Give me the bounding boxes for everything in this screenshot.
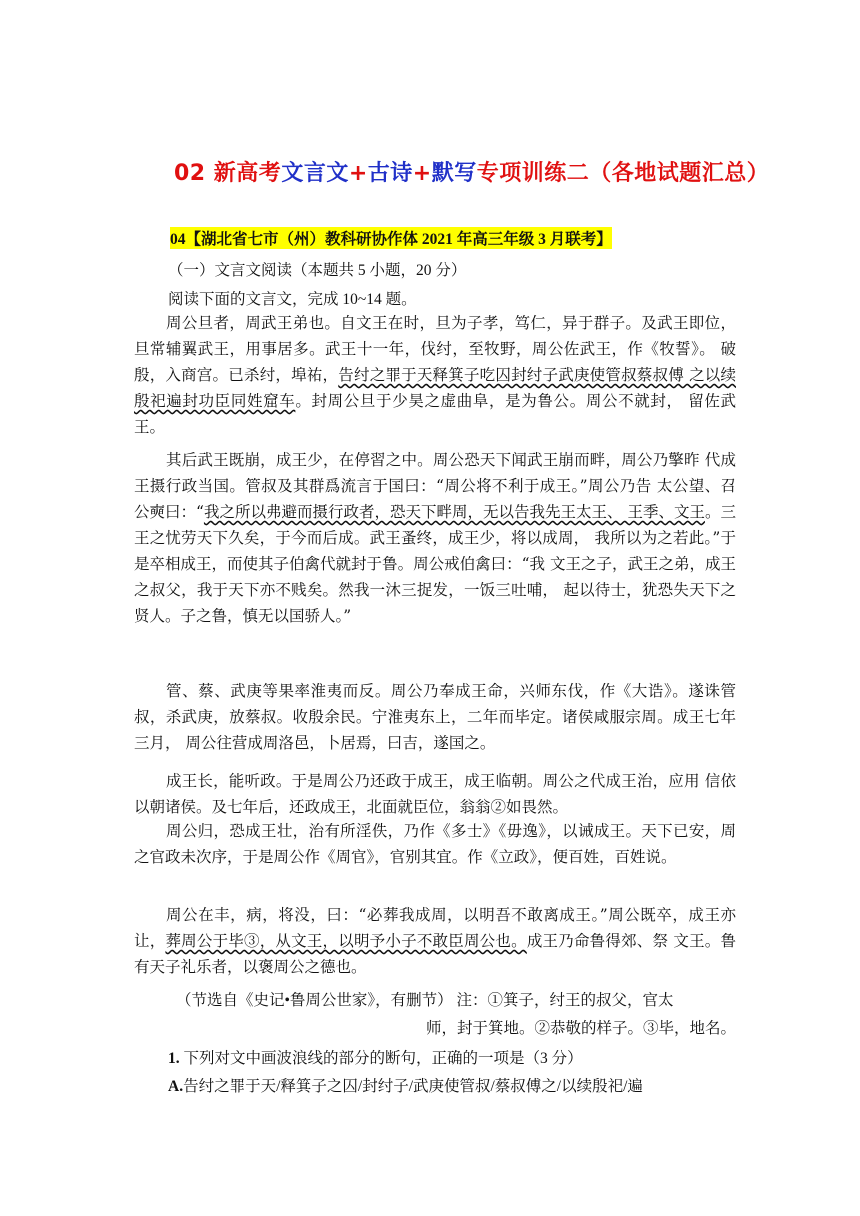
- title-part-a: 新高考: [213, 161, 282, 186]
- title-part-e: +: [412, 161, 432, 186]
- instruction-text: 阅读下面的文言文，完成 10~14 题。: [168, 291, 417, 308]
- title-part-c: +: [348, 161, 368, 186]
- section-heading: 04【湖北省七市（州）教科研协作体 2021 年高三年级 3 月联考】: [170, 227, 612, 249]
- page-title: [174, 156, 769, 187]
- source-note-line-1: （节选自《史记•鲁周公世家》，有删节） 注：①箕子，纣王的叔父，官太: [176, 992, 674, 1009]
- title-part-b: 文言文: [281, 161, 349, 186]
- wavy-underline-segment: 告纣之罪于天释箕子吃囚封纣子武庚使管叔蔡叔傅 之以续殷祀遍封功臣同姓窟车: [134, 366, 736, 410]
- question-number: 1.: [168, 1050, 180, 1067]
- question-1: [168, 1046, 583, 1068]
- passage-paragraph-5: 周公归，恐成王壮，治有所淫佚，乃作《多士》《毋逸》，以诫成王。天下已安，周之官政未次序，于是周公作《周官》，官别其宜。作《立政》，便百姓，百姓说。: [134, 822, 736, 866]
- passage-paragraph-2: 其后武王既崩，成王少，在停習之中。周公恐天下闻武王崩而畔，周公乃擎昨 代成王摄行政当国。管叔及其群爲流言于国曰：“周公将不利于成王。”周公乃告 太公望、召公奭曰：“我之所以弗避而摄行政者，恐天下畔周，无以告我先王太王、 王季、文王。三王之忧劳天下久矣，于今而后成。武王蚤终，成王少，将以成周， 我所以为之若此。”于是卒相成王，而使其子伯禽代就封于鲁。周公戒伯禽曰：“我 文王之子，武王之弟，成王之叔父，我于天下亦不贱矣。然我一沐三捉发，一饭三吐哺， 起以待士，犹恐失天下之贤人。子之鲁，慎无以国骄人。”: [134, 451, 736, 625]
- underline-segment: 我之所以弗避而摄行政者，恐天下畔周，无以告我先王太王、 王季、文王: [203, 503, 705, 521]
- title-number: 02: [174, 161, 206, 186]
- source-note-line-2: 师，封于箕地。②恭敬的样子。③毕，地名。: [425, 1019, 736, 1037]
- option-a-label: A.: [168, 1078, 184, 1095]
- passage-paragraph-6: 周公在丰，病，将没，曰：“必葬我成周，以明吾不敢离成王。”周公既卒，成王亦让，葬周公于毕③，从文王，以明予小子不敢臣周公也。成王乃命鲁得郊、祭 文王。鲁有天子礼乐者，以褒周公之德也。: [134, 906, 736, 976]
- passage-paragraph-4: 成王长，能听政。于是周公乃还政于成王，成王临朝。周公之代成王治，应用 信依以朝诸侯。及七年后，还政成王，北面就臣位，翁翁②如畏然。: [134, 772, 736, 816]
- title-part-g: 专项训练二（各地试题汇总）: [476, 161, 770, 186]
- question-text: 下列对文中画波浪线的部分的断句，正确的一项是（3 分）: [183, 1050, 583, 1067]
- passage-paragraph-1: 周公旦者，周武王弟也。自文王在时，旦为子孝，笃仁，异于群子。及武王即位， 旦常辅翼武王，用事居多。武王十一年，伐纣，至牧野，周公佐武王，作《牧誓》。 破殷，入商宫。已杀纣，埠祐，告纣之罪于天释箕子吃囚封纣子武庚使管叔蔡叔傅 之以续殷祀遍封功臣同姓窟车。封周公旦于少昊之虚曲阜，是为鲁公。周公不就封， 留佐武王。: [134, 314, 736, 436]
- option-a: [168, 1074, 643, 1096]
- title-part-f: 默写: [431, 161, 477, 186]
- underline-segment-2: 葬周公于毕③，从文王，以明予小子不敢臣周公也。: [165, 932, 527, 950]
- option-a-text: 告纣之罪于天/释箕子之囚/封纣子/武庚使管叔/蔡叔傅之/以续殷祀/遍: [183, 1078, 643, 1095]
- part-heading: （一）文言文阅读（本题共 5 小题，20 分）: [168, 262, 467, 279]
- title-part-d: 古诗: [367, 161, 413, 186]
- passage-paragraph-3: 管、蔡、武庚等果率淮夷而反。周公乃奉成王命，兴师东伐，作《大诰》。遂诛管叔，杀武庚，放蔡叔。收殷余民。宁淮夷东上，二年而毕定。诸侯咸服宗周。成王七年三月， 周公往营成周洛邑，卜居焉，曰吉，遂国之。: [134, 682, 736, 752]
